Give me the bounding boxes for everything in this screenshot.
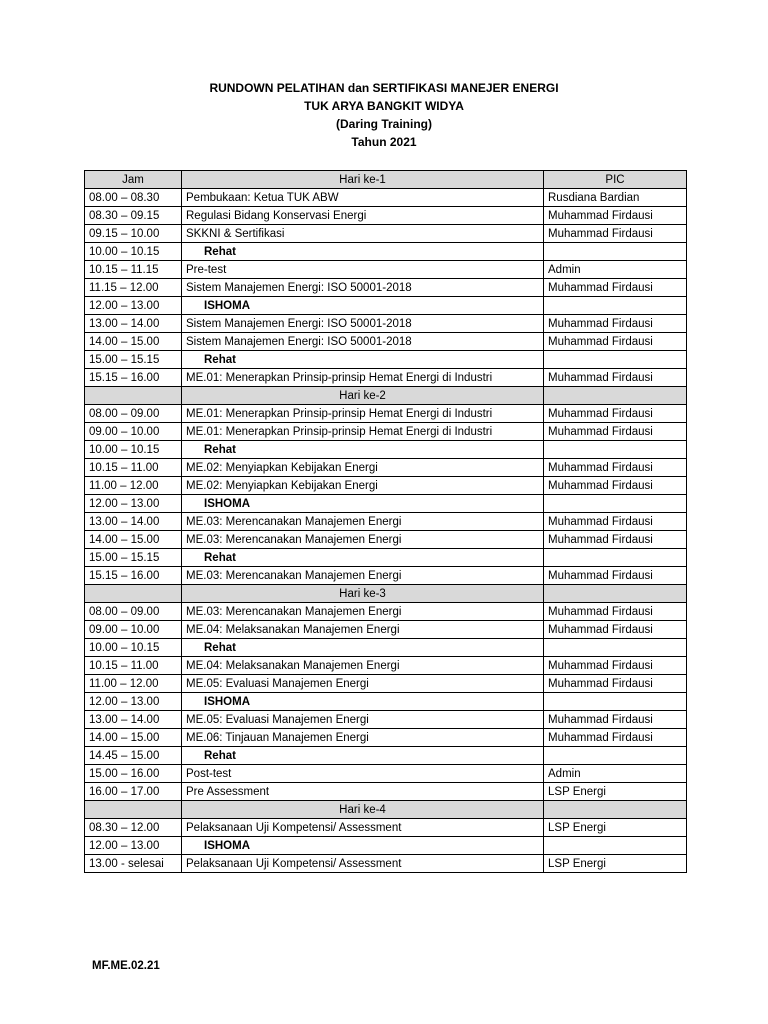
time-cell: 08.30 – 12.00 [85,819,182,837]
day-header-empty-cell [85,387,182,405]
break-row [85,693,687,711]
break-cell [182,837,544,855]
time-cell: 08.00 – 09.00 [85,603,182,621]
pic-cell [544,747,687,765]
table-row [85,189,687,207]
time-cell: 10.15 – 11.00 [85,459,182,477]
pic-cell: Muhammad Firdausi [544,423,687,441]
activity-cell: Pelaksanaan Uji Kompetensi/ Assessment [182,819,544,837]
table-header-row [85,171,687,189]
activity-cell: ME.04: Melaksanakan Manajemen Energi [182,657,544,675]
table-row [85,621,687,639]
time-cell: 10.00 – 10.15 [85,639,182,657]
day-header-label: Hari ke-2 [182,387,544,405]
pic-cell: Muhammad Firdausi [544,225,687,243]
table-row [85,819,687,837]
activity-cell: ME.05: Evaluasi Manajemen Energi [182,711,544,729]
time-cell: 15.15 – 16.00 [85,369,182,387]
activity-cell: ME.06: Tinjauan Manajemen Energi [182,729,544,747]
pic-cell: Muhammad Firdausi [544,315,687,333]
time-cell: 13.00 - selesai [85,855,182,873]
table-row [85,405,687,423]
activity-cell: ME.01: Menerapkan Prinsip-prinsip Hemat Energi di Industri [182,423,544,441]
time-cell: 08.00 – 09.00 [85,405,182,423]
break-cell [182,495,544,513]
time-cell: 08.00 – 08.30 [85,189,182,207]
day-header-label: Hari ke-3 [182,585,544,603]
break-row [85,747,687,765]
break-label: ISHOMA [204,497,250,510]
table-row [85,369,687,387]
pic-cell: Muhammad Firdausi [544,279,687,297]
table-row [85,675,687,693]
activity-cell: ME.02: Menyiapkan Kebijakan Energi [182,459,544,477]
break-label: ISHOMA [204,839,250,852]
training-mode: (Daring Training) [336,117,432,131]
activity-cell: Pre-test [182,261,544,279]
break-label: ISHOMA [204,695,250,708]
activity-cell: Sistem Manajemen Energi: ISO 50001-2018 [182,333,544,351]
break-row [85,495,687,513]
time-cell: 09.15 – 10.00 [85,225,182,243]
time-cell: 12.00 – 13.00 [85,837,182,855]
table-row [85,531,687,549]
pic-cell: LSP Energi [544,855,687,873]
time-cell: 11.15 – 12.00 [85,279,182,297]
document-header [0,79,768,151]
table-row [85,513,687,531]
year-label: Tahun 2021 [351,135,417,149]
time-cell: 15.00 – 16.00 [85,765,182,783]
column-header-time: Jam [85,171,182,189]
break-cell [182,639,544,657]
pic-cell [544,243,687,261]
time-cell: 12.00 – 13.00 [85,495,182,513]
activity-cell: Pembukaan: Ketua TUK ABW [182,189,544,207]
column-header-day-1: Hari ke-1 [182,171,544,189]
pic-cell [544,297,687,315]
table-row [85,207,687,225]
pic-cell [544,837,687,855]
activity-cell: Regulasi Bidang Konservasi Energi [182,207,544,225]
time-cell: 13.00 – 14.00 [85,513,182,531]
pic-cell: Muhammad Firdausi [544,621,687,639]
pic-cell: Muhammad Firdausi [544,729,687,747]
pic-cell: Muhammad Firdausi [544,567,687,585]
day-header-empty-cell [544,585,687,603]
day-header-empty-cell [85,585,182,603]
time-cell: 08.30 – 09.15 [85,207,182,225]
time-cell: 14.45 – 15.00 [85,747,182,765]
time-cell: 15.00 – 15.15 [85,549,182,567]
activity-cell: SKKNI & Sertifikasi [182,225,544,243]
break-cell [182,243,544,261]
pic-cell: Muhammad Firdausi [544,369,687,387]
table-row [85,657,687,675]
break-label: Rehat [204,245,236,258]
day-header-row [85,801,687,819]
break-row [85,549,687,567]
activity-cell: ME.04: Melaksanakan Manajemen Energi [182,621,544,639]
break-cell [182,351,544,369]
break-row [85,297,687,315]
pic-cell: LSP Energi [544,783,687,801]
day-header-empty-cell [544,387,687,405]
table-row [85,477,687,495]
break-cell [182,441,544,459]
break-row [85,837,687,855]
time-cell: 12.00 – 13.00 [85,693,182,711]
time-cell: 14.00 – 15.00 [85,729,182,747]
activity-cell: Post-test [182,765,544,783]
table-row [85,315,687,333]
day-header-empty-cell [544,801,687,819]
break-label: Rehat [204,353,236,366]
pic-cell: Muhammad Firdausi [544,459,687,477]
table-row [85,459,687,477]
time-cell: 13.00 – 14.00 [85,315,182,333]
table-row [85,333,687,351]
table-row [85,603,687,621]
time-cell: 14.00 – 15.00 [85,531,182,549]
break-label: ISHOMA [204,299,250,312]
pic-cell [544,441,687,459]
column-header-pic: PIC [544,171,687,189]
time-cell: 10.15 – 11.15 [85,261,182,279]
pic-cell [544,351,687,369]
time-cell: 16.00 – 17.00 [85,783,182,801]
document-code: MF.ME.02.21 [92,960,160,972]
day-header-empty-cell [85,801,182,819]
table-row [85,783,687,801]
table-row [85,729,687,747]
pic-cell: Muhammad Firdausi [544,513,687,531]
table-row [85,423,687,441]
time-cell: 11.00 – 12.00 [85,477,182,495]
document-title: RUNDOWN PELATIHAN dan SERTIFIKASI MANEJER ENERGI [209,81,559,95]
table-row [85,855,687,873]
table-row [85,261,687,279]
time-cell: 14.00 – 15.00 [85,333,182,351]
day-header-row [85,387,687,405]
time-cell: 09.00 – 10.00 [85,423,182,441]
pic-cell: Admin [544,261,687,279]
break-label: Rehat [204,551,236,564]
time-cell: 15.00 – 15.15 [85,351,182,369]
activity-cell: Sistem Manajemen Energi: ISO 50001-2018 [182,315,544,333]
table-row [85,279,687,297]
pic-cell: Muhammad Firdausi [544,207,687,225]
activity-cell: Pelaksanaan Uji Kompetensi/ Assessment [182,855,544,873]
activity-cell: ME.05: Evaluasi Manajemen Energi [182,675,544,693]
activity-cell: Sistem Manajemen Energi: ISO 50001-2018 [182,279,544,297]
break-row [85,639,687,657]
break-cell [182,549,544,567]
pic-cell: Muhammad Firdausi [544,711,687,729]
activity-cell: Pre Assessment [182,783,544,801]
pic-cell [544,693,687,711]
pic-cell: Muhammad Firdausi [544,657,687,675]
pic-cell: Admin [544,765,687,783]
activity-cell: ME.03: Merencanakan Manajemen Energi [182,567,544,585]
rundown-body [85,189,687,873]
table-row [85,567,687,585]
break-row [85,243,687,261]
rundown-table [84,170,687,873]
table-row [85,711,687,729]
table-row [85,765,687,783]
pic-cell: Muhammad Firdausi [544,675,687,693]
activity-cell: ME.01: Menerapkan Prinsip-prinsip Hemat Energi di Industri [182,405,544,423]
time-cell: 10.00 – 10.15 [85,243,182,261]
time-cell: 11.00 – 12.00 [85,675,182,693]
break-row [85,441,687,459]
break-cell [182,297,544,315]
pic-cell [544,549,687,567]
break-cell [182,693,544,711]
pic-cell: LSP Energi [544,819,687,837]
break-label: Rehat [204,749,236,762]
pic-cell: Muhammad Firdausi [544,531,687,549]
pic-cell: Muhammad Firdausi [544,603,687,621]
time-cell: 13.00 – 14.00 [85,711,182,729]
pic-cell: Muhammad Firdausi [544,405,687,423]
day-header-label: Hari ke-4 [182,801,544,819]
time-cell: 09.00 – 10.00 [85,621,182,639]
break-row [85,351,687,369]
break-cell [182,747,544,765]
activity-cell: ME.03: Merencanakan Manajemen Energi [182,531,544,549]
break-label: Rehat [204,641,236,654]
pic-cell: Muhammad Firdausi [544,333,687,351]
pic-cell [544,495,687,513]
activity-cell: ME.03: Merencanakan Manajemen Energi [182,513,544,531]
pic-cell: Rusdiana Bardian [544,189,687,207]
organization-name: TUK ARYA BANGKIT WIDYA [304,99,464,113]
time-cell: 10.00 – 10.15 [85,441,182,459]
activity-cell: ME.03: Merencanakan Manajemen Energi [182,603,544,621]
activity-cell: ME.01: Menerapkan Prinsip-prinsip Hemat Energi di Industri [182,369,544,387]
day-header-row [85,585,687,603]
table-row [85,225,687,243]
activity-cell: ME.02: Menyiapkan Kebijakan Energi [182,477,544,495]
pic-cell: Muhammad Firdausi [544,477,687,495]
break-label: Rehat [204,443,236,456]
pic-cell [544,639,687,657]
time-cell: 10.15 – 11.00 [85,657,182,675]
time-cell: 12.00 – 13.00 [85,297,182,315]
time-cell: 15.15 – 16.00 [85,567,182,585]
